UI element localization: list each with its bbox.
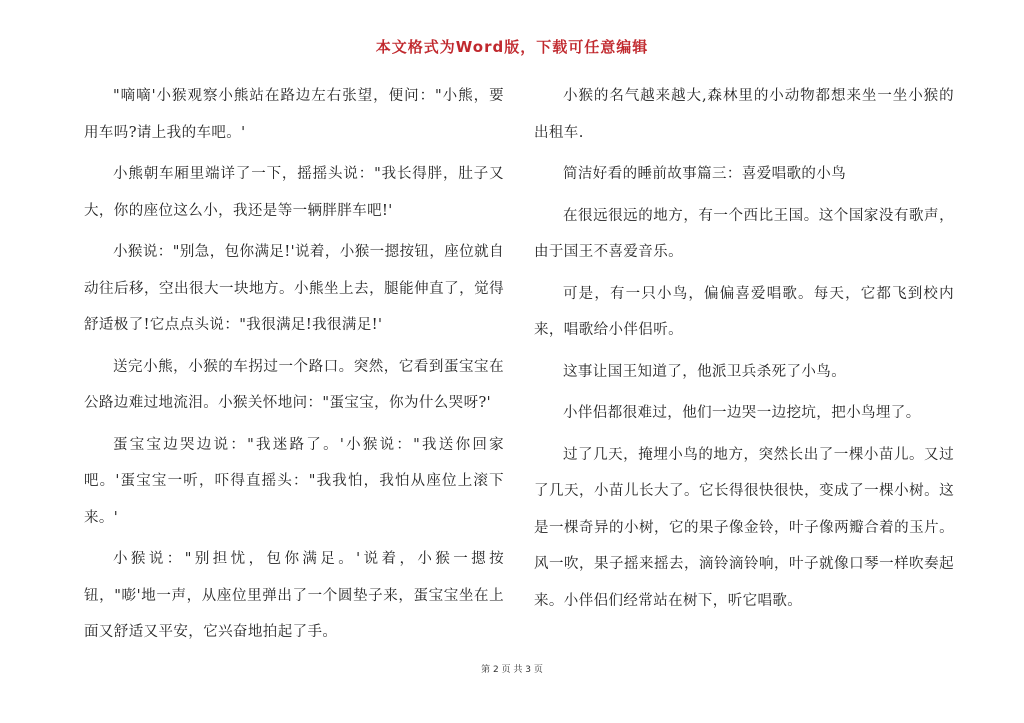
paragraph: 小伴侣都很难过，他们一边哭一边挖坑，把小鸟埋了。 (563, 405, 921, 421)
section-heading: 简洁好看的睡前故事篇三：喜爱唱歌的小鸟 (563, 166, 847, 182)
page-number: 第 2 页 共 3 页 (481, 665, 543, 675)
document-banner: 本文格式为Word版，下载可任意编辑 (375, 38, 649, 56)
paragraph: 在很远很远的地方，有一个西比王国。这个国家没有歌声，由于国王不喜爱音乐。 (534, 207, 954, 260)
paragraph: 过了几天，掩埋小鸟的地方，突然长出了一棵小苗儿。又过了几天，小苗儿长大了。它长得很快很快，变成了一棵小树。这是一棵奇异的小树，它的果子像金铃，叶子像两瓣合着的玉片。风一吹，果子摇来摇去，滴铃滴铃响，叶子就像口琴一样吹奏起来。小伴侣们经常站在树下，听它唱歌。 (534, 446, 954, 609)
paragraph: 小猴说："别急，包你满足!'说着，小猴一摁按钮，座位就自动往后移，空出很大一块地方。小熊坐上去，腿能伸直了，觉得舒适极了!它点点头说："我很满足!我很满足!' (84, 244, 504, 333)
paragraph: 可是，有一只小鸟，偏偏喜爱唱歌。每天，它都飞到校内来，唱歌给小伴侣听。 (534, 285, 954, 338)
paragraph: 蛋宝宝边哭边说："我迷路了。'小猴说："我送你回家吧。'蛋宝宝一听，吓得直摇头："我我怕，我怕从座位上滚下来。' (84, 436, 504, 526)
paragraph: 送完小熊，小猴的车拐过一个路口。突然，它看到蛋宝宝在公路边难过地流泪。小猴关怀地问："蛋宝宝，你为什么哭呀?' (84, 358, 504, 411)
right-column (534, 78, 954, 624)
paragraph: 小熊朝车厢里端详了一下，摇摇头说："我长得胖，肚子又大，你的座位这么小，我还是等一辆胖胖车吧!' (84, 166, 504, 219)
left-column (84, 78, 504, 656)
paragraph: "嘀嘀'小猴观察小熊站在路边左右张望，便问："小熊，要用车吗?请上我的车吧。' (84, 88, 504, 141)
paragraph: 这事让国王知道了，他派卫兵杀死了小鸟。 (563, 363, 847, 380)
paragraph: 小猴说："别担忧，包你满足。'说着，小猴一摁按钮，"嘭'地一声，从座位里弹出了一个圆垫子来，蛋宝宝坐在上面又舒适又平安，它兴奋地拍起了手。 (84, 551, 504, 640)
paragraph: 小猴的名气越来越大,森林里的小动物都想来坐一坐小猴的出租车. (534, 88, 954, 141)
